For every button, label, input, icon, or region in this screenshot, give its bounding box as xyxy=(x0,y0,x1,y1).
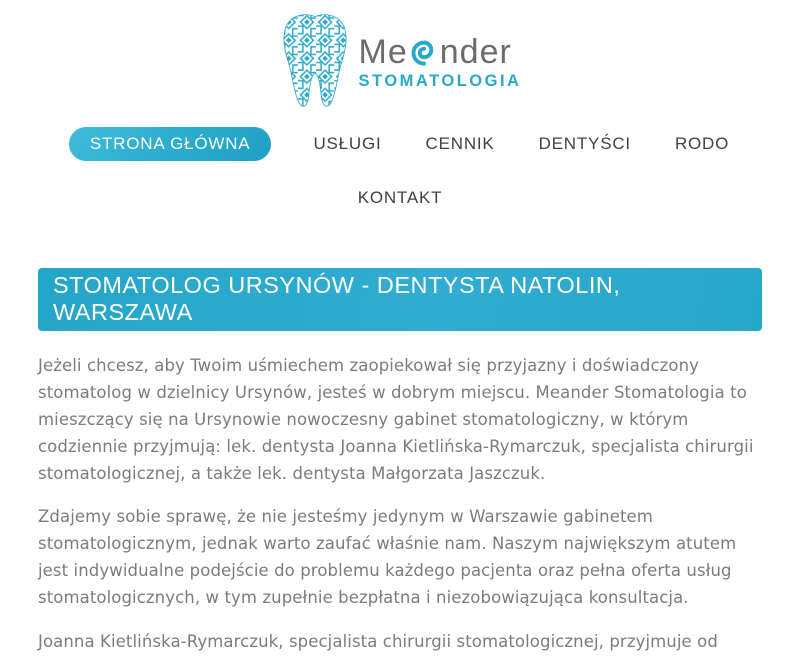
nav-item-strona-glowna[interactable]: STRONA GŁÓWNA xyxy=(69,127,272,161)
main-nav xyxy=(0,127,800,215)
nav-row-bottom xyxy=(0,181,800,215)
brand-name xyxy=(359,35,522,69)
brand-prefix: Me xyxy=(358,33,408,71)
logo[interactable] xyxy=(0,13,800,110)
nav-item-uslugi[interactable]: USŁUGI xyxy=(313,134,382,153)
trust-paragraph: Zdajemy sobie sprawę, że nie jesteśmy jedynym w Warszawie gabinetem stomatologicznym, jednak warto zaufać właśnie nam. Naszym największym atutem jest indywidualne podejście do problemu każdego pacjenta oraz pełna oferta usług stomatologicznych, w tym zupełnie bezpłatna i niezobowiązująca konsultacja. xyxy=(38,507,737,608)
intro-paragraph: Jeżeli chcesz, aby Twoim uśmiechem zaopiekował się przyjazny i doświadczony stomatolog w dzielnicy Ursynów, jesteś w dobrym miejscu. Meander Stomatologia to mieszczący się na Ursynowie nowoczesny gabinet stomatologiczny, w którym codziennie przyjmują: lek. dentysta Joanna Kietlińska-Rymarczuk, specjalista chirurgii stomatologicznej, a także lek. dentysta Małgorzata Jaszczuk. xyxy=(38,356,754,483)
body-copy xyxy=(38,353,760,656)
nav-item-dentysci[interactable]: DENTYŚCI xyxy=(538,134,631,153)
page-title: STOMATOLOG URSYNÓW - DENTYSTA NATOLIN, WARSZAWA xyxy=(38,268,762,331)
nav-item-kontakt[interactable]: KONTAKT xyxy=(357,188,443,207)
doctor-schedule-paragraph: Joanna Kietlińska-Rymarczuk, specjalista chirurgii stomatologicznej, przyjmuje od xyxy=(38,632,718,652)
logo-wordmark xyxy=(359,13,522,91)
meander-spiral-a-icon xyxy=(409,38,439,68)
nav-row-top xyxy=(0,127,800,161)
brand-subtitle: STOMATOLOGIA xyxy=(358,72,522,90)
site-header xyxy=(0,0,800,215)
nav-item-cennik[interactable]: CENNIK xyxy=(425,134,495,153)
nav-item-rodo[interactable]: RODO xyxy=(674,134,730,153)
main-content xyxy=(38,268,762,656)
brand-suffix: nder xyxy=(439,33,512,71)
tooth-logo-icon xyxy=(279,13,351,110)
